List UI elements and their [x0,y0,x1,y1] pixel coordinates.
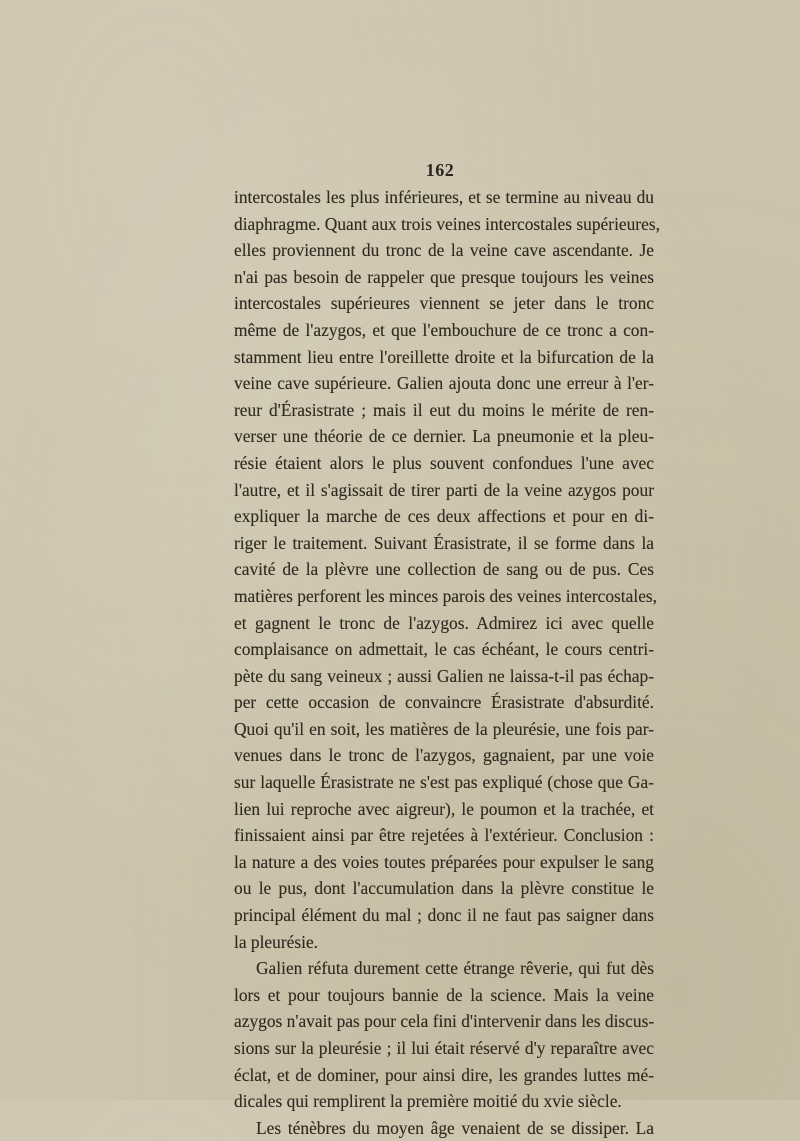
text-line: et gagnent le tronc de l'azygos. Admirez ici avec quelle [234,612,654,633]
text-line: intercostales supérieures viennent se jeter dans le tronc [234,293,654,314]
text-line: stamment lieu entre l'oreillette droite et la bifurcation de la [234,346,654,367]
text-line: dicales qui remplirent la première moitié du xvie siècle. [234,1091,622,1112]
text-line: sur laquelle Érasistrate ne s'est pas expliqué (chose que Ga- [234,772,654,793]
text-line: même de l'azygos, et que l'embouchure de ce tronc a con- [234,319,654,340]
text-line: azygos n'avait pas pour cela fini d'intervenir dans les discus- [234,1011,655,1032]
text-line: la pleurésie. [234,931,319,952]
body-text [234,184,660,1141]
text-line: complaisance on admettait, le cas échéant, le cours centri- [234,639,654,660]
text-line: Galien réfuta durement cette étrange rêverie, qui fut dès [256,958,654,979]
text-line: n'ai pas besoin de rappeler que presque toujours les veines [234,266,654,287]
text-line: veine cave supérieure. Galien ajouta donc une erreur à l'er- [234,373,654,394]
text-line: sions sur la pleurésie ; il lui était réservé d'y reparaître avec [234,1038,654,1058]
text-line: lors et pour toujours bannie de la science. Mais la veine [234,984,654,1005]
text-line: per cette occasion de convaincre Érasistrate d'absurdité. [234,692,654,713]
text-line: l'autre, et il s'agissait de tirer parti de la veine azygos pour [234,479,654,500]
text-line: verser une théorie de ce dernier. La pneumonie et la pleu- [234,426,654,447]
text-line: pète du sang veineux ; aussi Galien ne laissa-t-il pas échap- [234,665,654,686]
text-line: principal élément du mal ; donc il ne faut pas saigner dans [234,905,654,926]
text-line: éclat, et de dominer, pour ainsi dire, les grandes luttes mé- [234,1064,654,1085]
text-line: résie étaient alors le plus souvent confondues l'une avec [234,452,654,473]
text-line: intercostales les plus inférieures, et se termine au niveau du [234,187,654,207]
text-line: venues dans le tronc de l'azygos, gagnaient, par une voie [234,745,654,766]
text-line: cavité de la plèvre une collection de sang ou de pus. Ces [234,559,654,580]
text-line: diaphragme. Quant aux trois veines intercostales supérieures, [234,213,660,234]
text-line: Quoi qu'il en soit, les matières de la pleurésie, une fois par- [234,718,654,739]
text-line: elles proviennent du tronc de la veine cave ascendante. Je [234,240,654,261]
text-line: reur d'Érasistrate ; mais il eut du moins le mérite de ren- [234,399,654,420]
page-number: 162 [425,160,455,180]
text-line: matières perforent les minces parois des veines intercostales, [234,585,658,606]
text-line: riger le traitement. Suivant Érasistrate, il se forme dans la [234,532,654,553]
text-line: expliquer la marche de ces deux affections et pour en di- [234,506,654,527]
text-line: ou le pus, dont l'accumulation dans la plèvre constitue le [234,878,654,899]
text-line: Les ténèbres du moyen âge venaient de se dissiper. La [256,1117,654,1138]
text-line: lien lui reproche avec aigreur), le poumon et la trachée, et [234,798,654,819]
text-line: la nature a des voies toutes préparées pour expulser le sang [234,851,654,872]
text-line: finissaient ainsi par être rejetées à l'extérieur. Conclusion : [234,825,654,846]
